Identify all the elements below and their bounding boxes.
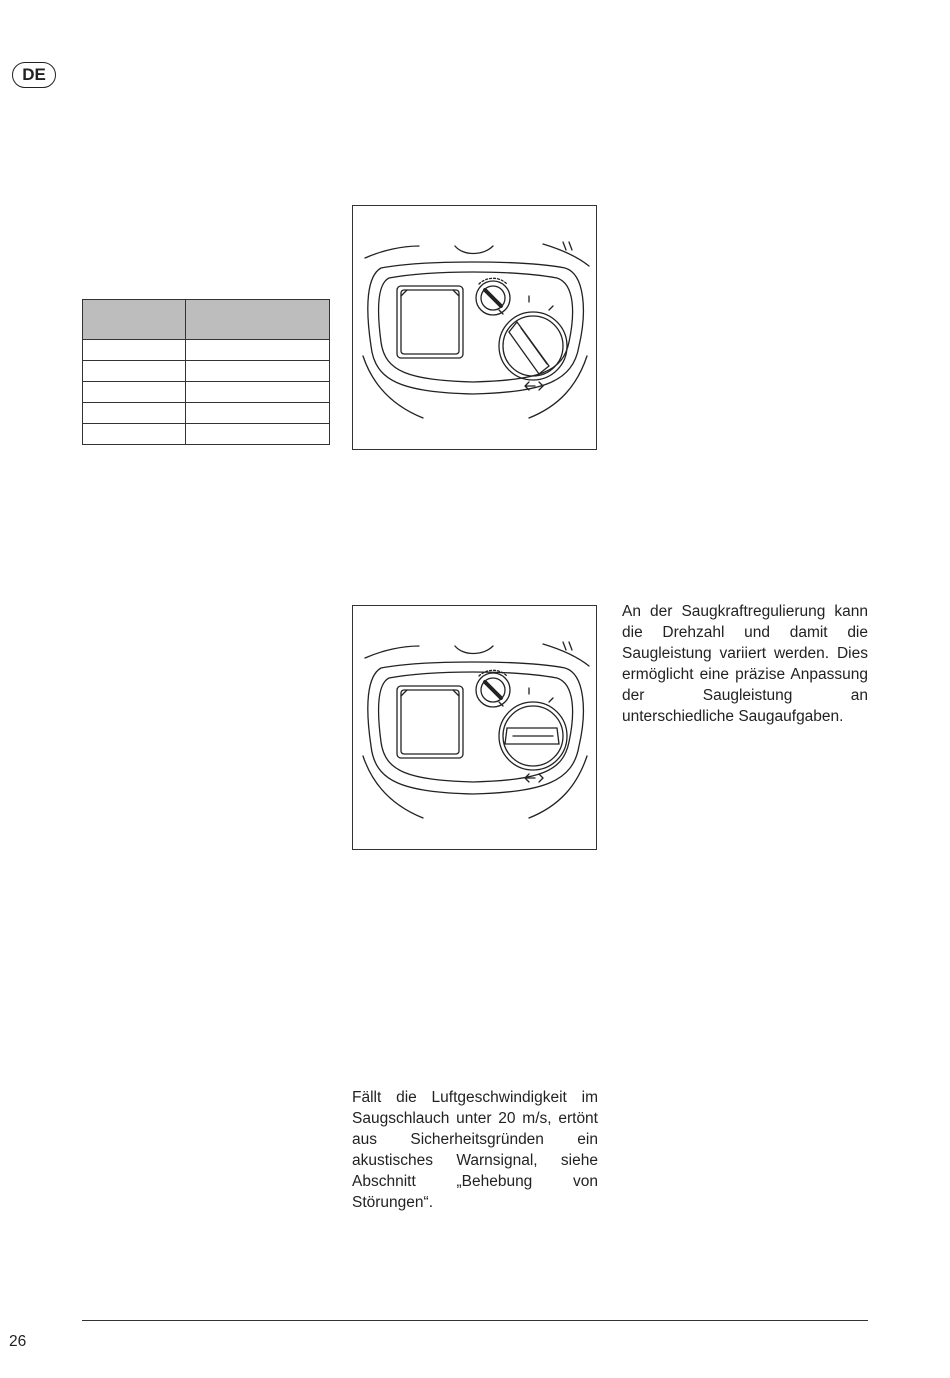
table-cell [83,382,186,403]
table-cell [83,340,186,361]
table-row [83,403,330,424]
table-cell [186,403,330,424]
table-cell [83,424,186,445]
table-row [83,424,330,445]
table-header-row [83,300,330,340]
warning-signal-paragraph: Fällt die Luftgeschwindigkeit im Saugschlauch unter 20 m/s, ertönt aus Sicherheitsgründen ein akustisches Warnsignal, siehe Abschnitt „Behebung von Störungen“. [352,1089,598,1211]
table-row [83,361,330,382]
control-panel-figure-2 [352,605,597,850]
table-cell [186,361,330,382]
table-cell [83,361,186,382]
table-cell [186,340,330,361]
suction-control-paragraph: An der Saugkraftregulierung kann die Drehzahl und damit die Saugleistung variiert werden. Dies ermöglicht eine präzise Anpassung der Saugleistung an unterschiedliche Saugaufgaben. [622,603,868,725]
language-badge: DE [12,62,56,88]
spec-table [82,299,330,445]
table-cell [186,424,330,445]
table-header-cell [83,300,186,340]
control-panel-illustration [353,206,596,449]
control-panel-figure-1 [352,205,597,450]
page-number: 26 [9,1333,27,1350]
control-panel-illustration [353,606,596,849]
footer-divider [82,1320,868,1321]
table-row [83,340,330,361]
table-row [83,382,330,403]
table-cell [83,403,186,424]
table-header-cell [186,300,330,340]
table-cell [186,382,330,403]
